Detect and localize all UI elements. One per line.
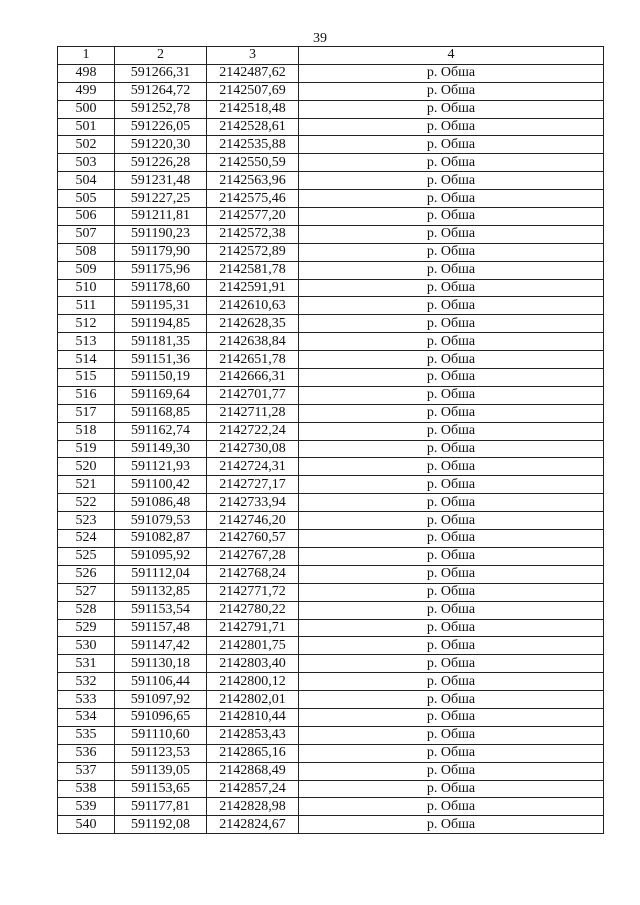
table-row (58, 351, 604, 369)
x-coordinate-cell: 591264,72 (115, 82, 207, 100)
description-cell: р. Обша (299, 82, 604, 100)
description-cell: р. Обша (299, 458, 604, 476)
description-cell: р. Обша (299, 422, 604, 440)
x-coordinate-cell: 591150,19 (115, 369, 207, 387)
x-coordinate-cell: 591132,85 (115, 583, 207, 601)
y-coordinate-cell: 2142581,78 (207, 261, 299, 279)
y-coordinate-cell: 2142577,20 (207, 208, 299, 226)
table-row (58, 82, 604, 100)
column-header-1: 1 (58, 47, 115, 65)
y-coordinate-cell: 2142824,67 (207, 816, 299, 834)
point-number-cell: 539 (58, 798, 115, 816)
x-coordinate-cell: 591227,25 (115, 190, 207, 208)
y-coordinate-cell: 2142857,24 (207, 780, 299, 798)
table-row (58, 208, 604, 226)
table-row (58, 780, 604, 798)
table-row (58, 530, 604, 548)
table-row (58, 64, 604, 82)
point-number-cell: 517 (58, 404, 115, 422)
table-row (58, 279, 604, 297)
description-cell: р. Обша (299, 351, 604, 369)
y-coordinate-cell: 2142768,24 (207, 565, 299, 583)
x-coordinate-cell: 591266,31 (115, 64, 207, 82)
description-cell: р. Обша (299, 530, 604, 548)
description-cell: р. Обша (299, 565, 604, 583)
point-number-cell: 511 (58, 297, 115, 315)
table-row (58, 172, 604, 190)
table-row (58, 440, 604, 458)
table-row (58, 154, 604, 172)
table-row (58, 726, 604, 744)
x-coordinate-cell: 591151,36 (115, 351, 207, 369)
column-header-4: 4 (299, 47, 604, 65)
description-cell: р. Обша (299, 208, 604, 226)
description-cell: р. Обша (299, 440, 604, 458)
y-coordinate-cell: 2142828,98 (207, 798, 299, 816)
y-coordinate-cell: 2142628,35 (207, 315, 299, 333)
x-coordinate-cell: 591079,53 (115, 512, 207, 530)
x-coordinate-cell: 591097,92 (115, 691, 207, 709)
x-coordinate-cell: 591106,44 (115, 673, 207, 691)
description-cell: р. Обша (299, 118, 604, 136)
description-cell: р. Обша (299, 261, 604, 279)
description-cell: р. Обша (299, 404, 604, 422)
description-cell: р. Обша (299, 154, 604, 172)
y-coordinate-cell: 2142760,57 (207, 530, 299, 548)
table-row (58, 243, 604, 261)
x-coordinate-cell: 591177,81 (115, 798, 207, 816)
description-cell: р. Обша (299, 369, 604, 387)
x-coordinate-cell: 591226,05 (115, 118, 207, 136)
description-cell: р. Обша (299, 386, 604, 404)
point-number-cell: 523 (58, 512, 115, 530)
x-coordinate-cell: 591168,85 (115, 404, 207, 422)
table-row (58, 744, 604, 762)
y-coordinate-cell: 2142780,22 (207, 601, 299, 619)
x-coordinate-cell: 591096,65 (115, 708, 207, 726)
x-coordinate-cell: 591181,35 (115, 333, 207, 351)
point-number-cell: 514 (58, 351, 115, 369)
point-number-cell: 530 (58, 637, 115, 655)
point-number-cell: 501 (58, 118, 115, 136)
y-coordinate-cell: 2142868,49 (207, 762, 299, 780)
y-coordinate-cell: 2142724,31 (207, 458, 299, 476)
table-row (58, 190, 604, 208)
y-coordinate-cell: 2142803,40 (207, 655, 299, 673)
table-row (58, 458, 604, 476)
x-coordinate-cell: 591226,28 (115, 154, 207, 172)
description-cell: р. Обша (299, 297, 604, 315)
table-row (58, 655, 604, 673)
point-number-cell: 509 (58, 261, 115, 279)
point-number-cell: 516 (58, 386, 115, 404)
y-coordinate-cell: 2142730,08 (207, 440, 299, 458)
y-coordinate-cell: 2142767,28 (207, 547, 299, 565)
y-coordinate-cell: 2142733,94 (207, 494, 299, 512)
x-coordinate-cell: 591195,31 (115, 297, 207, 315)
y-coordinate-cell: 2142746,20 (207, 512, 299, 530)
y-coordinate-cell: 2142771,72 (207, 583, 299, 601)
point-number-cell: 503 (58, 154, 115, 172)
x-coordinate-cell: 591192,08 (115, 816, 207, 834)
y-coordinate-cell: 2142701,77 (207, 386, 299, 404)
y-coordinate-cell: 2142528,61 (207, 118, 299, 136)
description-cell: р. Обша (299, 512, 604, 530)
y-coordinate-cell: 2142572,89 (207, 243, 299, 261)
description-cell: р. Обша (299, 333, 604, 351)
description-cell: р. Обша (299, 816, 604, 834)
point-number-cell: 500 (58, 100, 115, 118)
y-coordinate-cell: 2142800,12 (207, 673, 299, 691)
description-cell: р. Обша (299, 673, 604, 691)
table-row (58, 476, 604, 494)
point-number-cell: 531 (58, 655, 115, 673)
point-number-cell: 518 (58, 422, 115, 440)
description-cell: р. Обша (299, 476, 604, 494)
point-number-cell: 536 (58, 744, 115, 762)
point-number-cell: 515 (58, 369, 115, 387)
point-number-cell: 529 (58, 619, 115, 637)
point-number-cell: 510 (58, 279, 115, 297)
table-row (58, 708, 604, 726)
x-coordinate-cell: 591139,05 (115, 762, 207, 780)
description-cell: р. Обша (299, 637, 604, 655)
description-cell: р. Обша (299, 315, 604, 333)
x-coordinate-cell: 591153,54 (115, 601, 207, 619)
y-coordinate-cell: 2142487,62 (207, 64, 299, 82)
point-number-cell: 540 (58, 816, 115, 834)
table-row (58, 619, 604, 637)
x-coordinate-cell: 591095,92 (115, 547, 207, 565)
x-coordinate-cell: 591086,48 (115, 494, 207, 512)
x-coordinate-cell: 591252,78 (115, 100, 207, 118)
y-coordinate-cell: 2142591,91 (207, 279, 299, 297)
point-number-cell: 513 (58, 333, 115, 351)
table-row (58, 100, 604, 118)
x-coordinate-cell: 591231,48 (115, 172, 207, 190)
point-number-cell: 504 (58, 172, 115, 190)
coordinates-table (57, 46, 604, 834)
point-number-cell: 505 (58, 190, 115, 208)
table-row (58, 333, 604, 351)
table-row (58, 136, 604, 154)
table-row (58, 583, 604, 601)
point-number-cell: 506 (58, 208, 115, 226)
table-row (58, 386, 604, 404)
table-row (58, 547, 604, 565)
point-number-cell: 526 (58, 565, 115, 583)
point-number-cell: 521 (58, 476, 115, 494)
point-number-cell: 528 (58, 601, 115, 619)
table-row (58, 261, 604, 279)
point-number-cell: 538 (58, 780, 115, 798)
description-cell: р. Обша (299, 225, 604, 243)
description-cell: р. Обша (299, 744, 604, 762)
x-coordinate-cell: 591100,42 (115, 476, 207, 494)
point-number-cell: 525 (58, 547, 115, 565)
y-coordinate-cell: 2142810,44 (207, 708, 299, 726)
point-number-cell: 508 (58, 243, 115, 261)
table-row (58, 601, 604, 619)
point-number-cell: 519 (58, 440, 115, 458)
y-coordinate-cell: 2142802,01 (207, 691, 299, 709)
x-coordinate-cell: 591110,60 (115, 726, 207, 744)
point-number-cell: 499 (58, 82, 115, 100)
x-coordinate-cell: 591149,30 (115, 440, 207, 458)
table-row (58, 297, 604, 315)
y-coordinate-cell: 2142865,16 (207, 744, 299, 762)
description-cell: р. Обша (299, 494, 604, 512)
description-cell: р. Обша (299, 798, 604, 816)
point-number-cell: 524 (58, 530, 115, 548)
y-coordinate-cell: 2142711,28 (207, 404, 299, 422)
description-cell: р. Обша (299, 726, 604, 744)
y-coordinate-cell: 2142550,59 (207, 154, 299, 172)
x-coordinate-cell: 591162,74 (115, 422, 207, 440)
x-coordinate-cell: 591175,96 (115, 261, 207, 279)
point-number-cell: 532 (58, 673, 115, 691)
table-row (58, 816, 604, 834)
table-row (58, 422, 604, 440)
table-row (58, 225, 604, 243)
table-row (58, 691, 604, 709)
y-coordinate-cell: 2142666,31 (207, 369, 299, 387)
description-cell: р. Обша (299, 655, 604, 673)
point-number-cell: 535 (58, 726, 115, 744)
y-coordinate-cell: 2142791,71 (207, 619, 299, 637)
x-coordinate-cell: 591169,64 (115, 386, 207, 404)
description-cell: р. Обша (299, 136, 604, 154)
table-row (58, 637, 604, 655)
column-header-2: 2 (115, 47, 207, 65)
x-coordinate-cell: 591147,42 (115, 637, 207, 655)
table-row (58, 565, 604, 583)
y-coordinate-cell: 2142572,38 (207, 225, 299, 243)
x-coordinate-cell: 591194,85 (115, 315, 207, 333)
y-coordinate-cell: 2142575,46 (207, 190, 299, 208)
x-coordinate-cell: 591179,90 (115, 243, 207, 261)
page-number: 39 (313, 31, 327, 46)
table-row (58, 369, 604, 387)
x-coordinate-cell: 591130,18 (115, 655, 207, 673)
description-cell: р. Обша (299, 691, 604, 709)
y-coordinate-cell: 2142638,84 (207, 333, 299, 351)
x-coordinate-cell: 591123,53 (115, 744, 207, 762)
point-number-cell: 512 (58, 315, 115, 333)
table-row (58, 494, 604, 512)
table-row (58, 404, 604, 422)
point-number-cell: 520 (58, 458, 115, 476)
table-row (58, 512, 604, 530)
y-coordinate-cell: 2142563,96 (207, 172, 299, 190)
x-coordinate-cell: 591157,48 (115, 619, 207, 637)
table-header-row (58, 47, 604, 65)
table-row (58, 315, 604, 333)
x-coordinate-cell: 591178,60 (115, 279, 207, 297)
description-cell: р. Обша (299, 243, 604, 261)
table-row (58, 798, 604, 816)
y-coordinate-cell: 2142518,48 (207, 100, 299, 118)
point-number-cell: 533 (58, 691, 115, 709)
description-cell: р. Обша (299, 583, 604, 601)
y-coordinate-cell: 2142722,24 (207, 422, 299, 440)
point-number-cell: 507 (58, 225, 115, 243)
description-cell: р. Обша (299, 547, 604, 565)
point-number-cell: 537 (58, 762, 115, 780)
x-coordinate-cell: 591153,65 (115, 780, 207, 798)
table-row (58, 673, 604, 691)
column-header-3: 3 (207, 47, 299, 65)
description-cell: р. Обша (299, 780, 604, 798)
description-cell: р. Обша (299, 279, 604, 297)
point-number-cell: 522 (58, 494, 115, 512)
description-cell: р. Обша (299, 619, 604, 637)
x-coordinate-cell: 591112,04 (115, 565, 207, 583)
description-cell: р. Обша (299, 190, 604, 208)
y-coordinate-cell: 2142853,43 (207, 726, 299, 744)
point-number-cell: 502 (58, 136, 115, 154)
description-cell: р. Обша (299, 172, 604, 190)
x-coordinate-cell: 591211,81 (115, 208, 207, 226)
table-body (58, 64, 604, 833)
table-row (58, 762, 604, 780)
y-coordinate-cell: 2142507,69 (207, 82, 299, 100)
y-coordinate-cell: 2142651,78 (207, 351, 299, 369)
y-coordinate-cell: 2142727,17 (207, 476, 299, 494)
table-row (58, 118, 604, 136)
x-coordinate-cell: 591121,93 (115, 458, 207, 476)
y-coordinate-cell: 2142535,88 (207, 136, 299, 154)
description-cell: р. Обша (299, 100, 604, 118)
point-number-cell: 527 (58, 583, 115, 601)
x-coordinate-cell: 591220,30 (115, 136, 207, 154)
x-coordinate-cell: 591190,23 (115, 225, 207, 243)
description-cell: р. Обша (299, 762, 604, 780)
description-cell: р. Обша (299, 64, 604, 82)
x-coordinate-cell: 591082,87 (115, 530, 207, 548)
y-coordinate-cell: 2142801,75 (207, 637, 299, 655)
y-coordinate-cell: 2142610,63 (207, 297, 299, 315)
description-cell: р. Обша (299, 601, 604, 619)
description-cell: р. Обша (299, 708, 604, 726)
point-number-cell: 534 (58, 708, 115, 726)
point-number-cell: 498 (58, 64, 115, 82)
